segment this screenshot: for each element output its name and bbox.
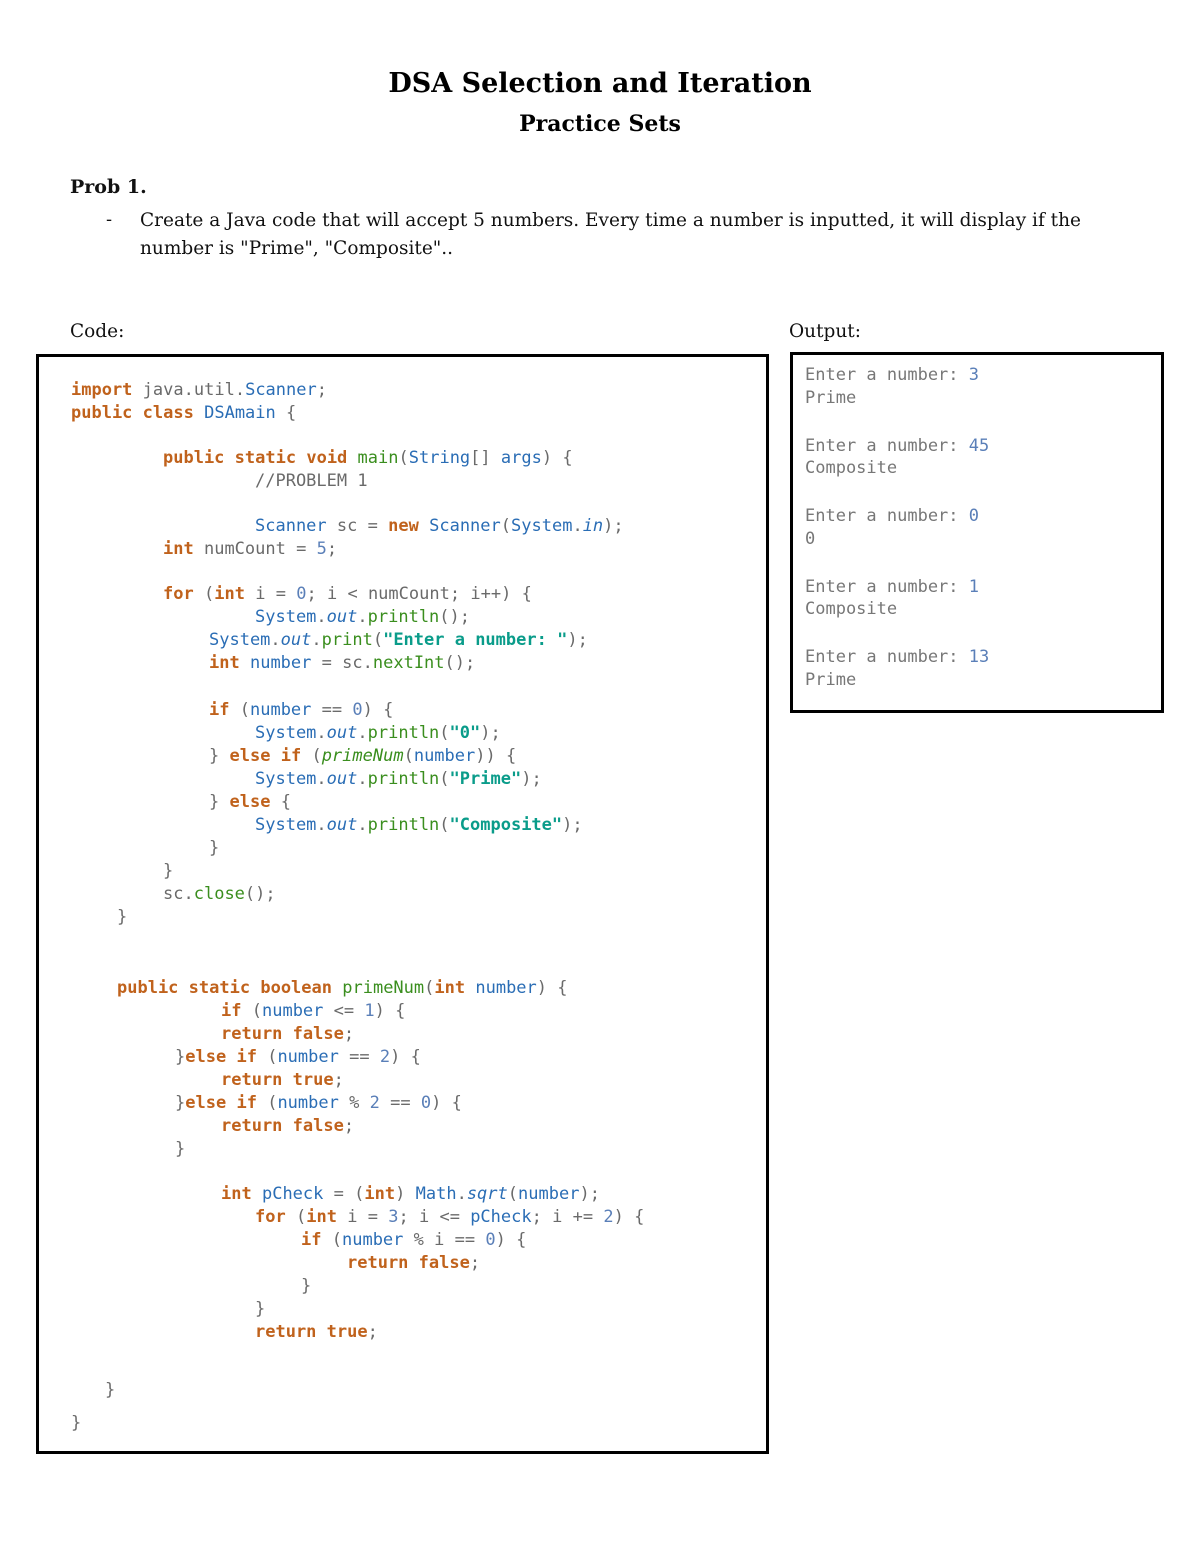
output-box: [790, 352, 1164, 713]
code-line: int number = sc.nextInt();: [209, 653, 476, 673]
code-line: int numCount = 5;: [163, 539, 338, 559]
code-box: [36, 354, 769, 1454]
code-line: int pCheck = (int) Math.sqrt(number);: [221, 1184, 600, 1204]
code-line: }: [71, 1413, 82, 1433]
code-line: System.out.println("0");: [255, 723, 501, 743]
code-line: public static void main(String[] args) {: [163, 448, 573, 468]
output-input-value: 45: [968, 435, 990, 456]
output-result: Composite: [805, 599, 898, 619]
page-title: DSA Selection and Iteration: [388, 68, 812, 99]
output-prompt-line: [805, 577, 979, 597]
code-line: System.out.println("Composite");: [255, 815, 583, 835]
code-line: public static boolean primeNum(int number) {: [117, 978, 568, 998]
code-line: for (int i = 3; i <= pCheck; i += 2) {: [255, 1207, 645, 1227]
code-line: return true;: [221, 1070, 344, 1090]
bullet-dash: -: [106, 209, 113, 230]
code-line: return true;: [255, 1322, 378, 1342]
output-result: 0: [805, 528, 816, 549]
code-line: System.out.println();: [255, 607, 471, 627]
output-prompt: Enter a number:: [805, 435, 969, 456]
output-result: Prime: [805, 387, 857, 408]
code-line: return false;: [347, 1253, 481, 1273]
code-line: if (number <= 1) {: [221, 1001, 406, 1021]
output-label: Output:: [789, 321, 861, 342]
output-result: Prime: [805, 669, 857, 690]
code-listing: [71, 379, 645, 1433]
code-line: public class DSAmain {: [71, 403, 297, 423]
output-prompt: Enter a number:: [805, 647, 969, 667]
code-line: }: [209, 838, 220, 858]
code-line: for (int i = 0; i < numCount; i++) {: [163, 584, 532, 604]
problem-description: Create a Java code that will accept 5 numbers. Every time a number is inputted, it will display if the number is "Prime", "Composite"..: [140, 210, 1081, 259]
code-line: } else {: [209, 792, 291, 812]
code-line: }: [117, 907, 128, 927]
code-line: }: [175, 1139, 186, 1159]
code-line: Scanner sc = new Scanner(System.in);: [255, 516, 624, 536]
code-line: } else if (primeNum(number)) {: [209, 746, 517, 766]
code-line: return false;: [221, 1116, 355, 1136]
code-line: import java.util.Scanner;: [71, 380, 327, 400]
code-line: System.out.print("Enter a number: ");: [209, 630, 588, 650]
code-line: }else if (number == 2) {: [175, 1047, 421, 1067]
code-line: return false;: [221, 1024, 355, 1044]
code-line: }: [163, 861, 174, 881]
code-line: if (number == 0) {: [209, 700, 394, 720]
output-input-value: 1: [968, 576, 980, 597]
output-prompt-line: [805, 506, 979, 526]
output-prompt: Enter a number:: [805, 365, 969, 385]
output-input-value: 13: [968, 647, 990, 667]
code-line: System.out.println("Prime");: [255, 769, 542, 789]
output-prompt: Enter a number:: [805, 506, 969, 526]
problem-heading: Prob 1.: [70, 176, 147, 198]
code-label: Code:: [70, 321, 125, 342]
output-input-value: 3: [968, 365, 980, 385]
output-input-value: 0: [968, 506, 980, 526]
code-line: if (number % i == 0) {: [301, 1230, 527, 1250]
code-line: sc.close();: [163, 884, 276, 904]
page-subtitle: Practice Sets: [519, 111, 681, 137]
code-line: }: [255, 1299, 266, 1319]
output-result: Composite: [805, 458, 898, 478]
output-prompt-line: [805, 436, 989, 456]
code-line: }else if (number % 2 == 0) {: [175, 1093, 462, 1113]
code-line: //PROBLEM 1: [255, 471, 368, 491]
output-prompt: Enter a number:: [805, 576, 969, 597]
code-line: }: [105, 1380, 116, 1400]
output-prompt-line: [805, 647, 989, 667]
output-prompt-line: [805, 365, 979, 385]
code-line: }: [301, 1276, 312, 1296]
